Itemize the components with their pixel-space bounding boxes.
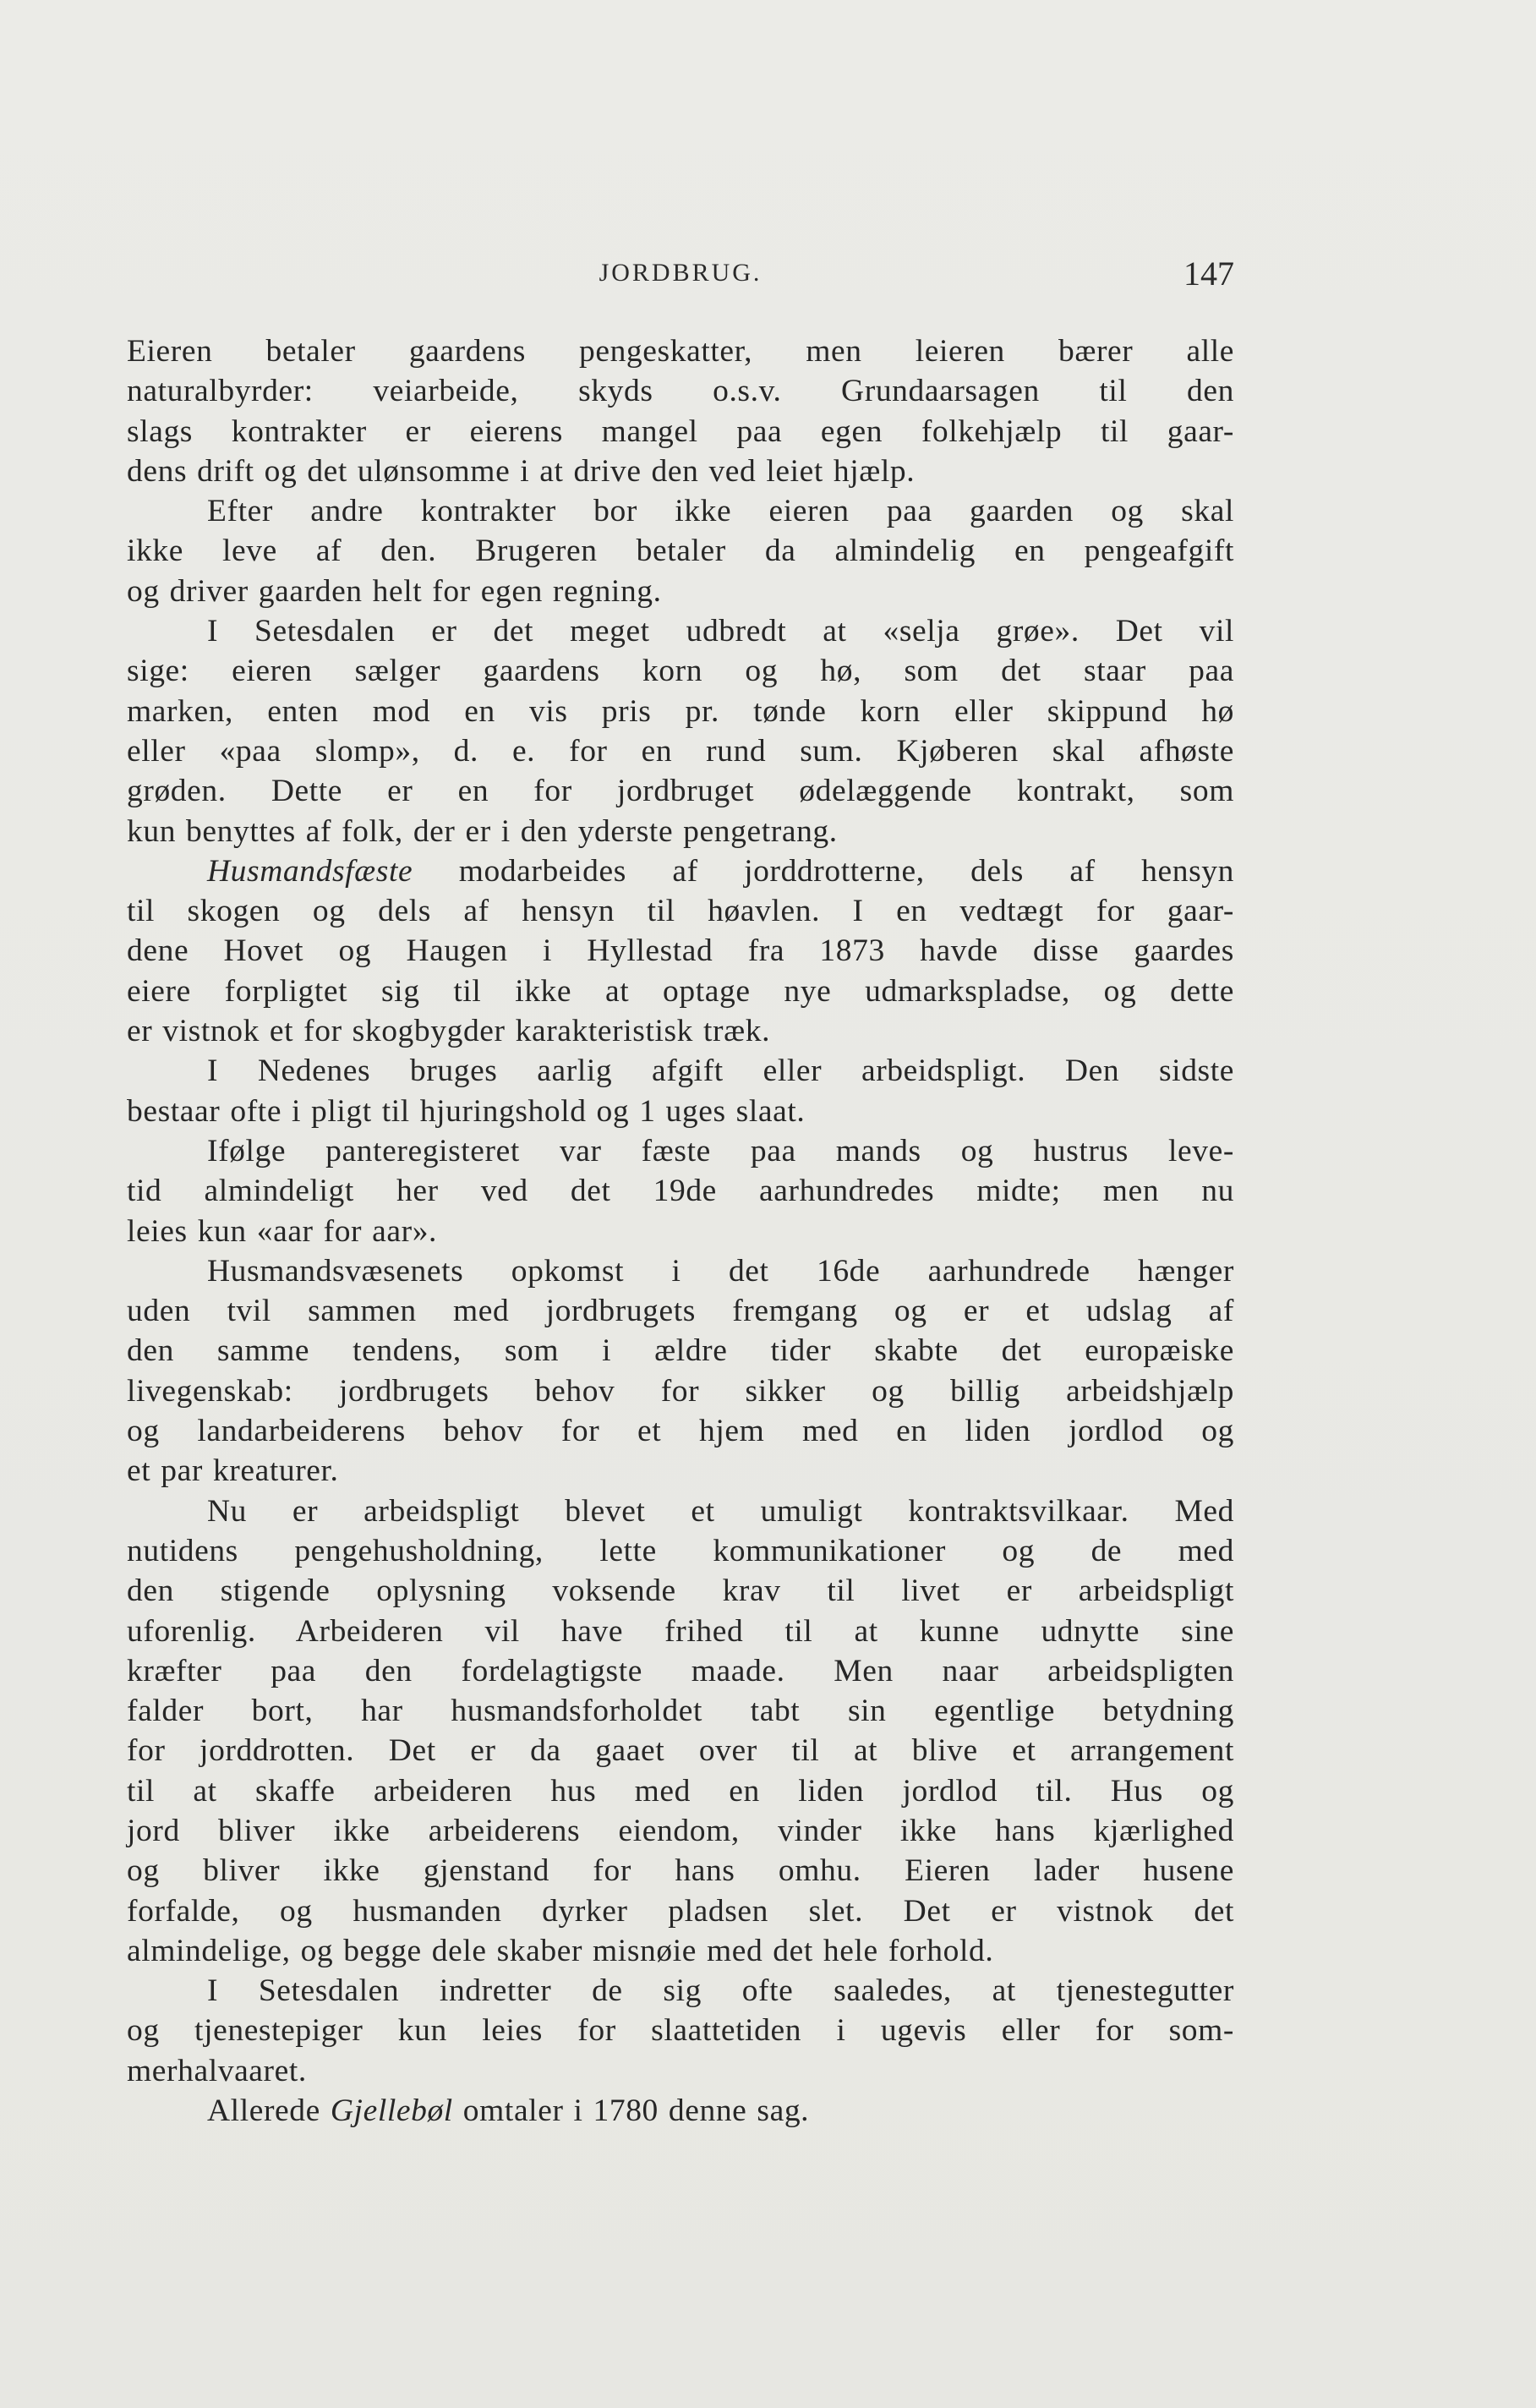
paragraph-2 bbox=[127, 491, 1234, 611]
line-text: omtaler i 1780 denne sag. bbox=[452, 2093, 810, 2129]
line-text: modarbeides af jorddrotterne, dels af hensyn bbox=[413, 853, 1234, 889]
running-head bbox=[127, 254, 1234, 304]
text-line: I Setesdalen indretter de sig ofte saaledes, at tjenestegutter bbox=[207, 1973, 1234, 2009]
text-line: et par kreaturer. bbox=[127, 1453, 339, 1489]
paragraph-7 bbox=[127, 1251, 1234, 1491]
text-line: bestaar ofte i pligt til hjuringshold og 1 uges slaat. bbox=[127, 1093, 806, 1129]
text-line: uden tvil sammen med jordbrugets fremgang og er et udslag af bbox=[127, 1294, 1234, 1329]
text-line: Nu er arbeidspligt blevet et umuligt kontraktsvilkaar. Med bbox=[207, 1493, 1234, 1529]
italic-term: Husmandsfæste bbox=[207, 853, 413, 889]
text-line: leies kun «aar for aar». bbox=[127, 1213, 438, 1249]
text-line: dene Hovet og Haugen i Hyllestad fra 1873 havde disse gaardes bbox=[127, 933, 1234, 969]
body-text bbox=[127, 331, 1234, 2131]
paragraph-6 bbox=[127, 1131, 1234, 1251]
paragraph-9 bbox=[127, 1971, 1234, 2091]
text-line: kun benyttes af folk, der er i den yderste pengetrang. bbox=[127, 813, 838, 849]
text-line: dens drift og det ulønsomme i at drive den ved leiet hjælp. bbox=[127, 453, 916, 489]
text-line: falder bort, har husmandsforholdet tabt sin egentlige betydning bbox=[127, 1694, 1234, 1729]
text-line: uforenlig. Arbeideren vil have frihed til at kunne udnytte sine bbox=[127, 1613, 1234, 1649]
text-line: slags kontrakter er eierens mangel paa egen folkehjælp til gaar- bbox=[127, 413, 1234, 449]
text-line: sige: eieren sælger gaardens korn og hø, som det staar paa bbox=[127, 654, 1234, 689]
text-line: og bliver ikke gjenstand for hans omhu. Eieren lader husene bbox=[127, 1853, 1234, 1889]
text-line: almindelige, og begge dele skaber misnøie med det hele forhold. bbox=[127, 1933, 994, 1968]
text-line: den samme tendens, som i ældre tider skabte det europæiske bbox=[127, 1333, 1234, 1369]
text-line bbox=[127, 2091, 1234, 2131]
text-line: Eieren betaler gaardens pengeskatter, men leieren bærer alle bbox=[127, 334, 1234, 369]
paragraph-4 bbox=[127, 851, 1234, 1051]
text-line: Efter andre kontrakter bor ikke eieren paa gaarden og skal bbox=[207, 494, 1234, 529]
text-line: merhalvaaret. bbox=[127, 2053, 307, 2088]
text-line: eller «paa slomp», d. e. for en rund sum. Kjøberen skal afhøste bbox=[127, 733, 1234, 769]
text-line: Husmandsvæsenets opkomst i det 16de aarhundrede hænger bbox=[207, 1253, 1234, 1289]
text-line: livegenskab: jordbrugets behov for sikker og billig arbeidshjælp bbox=[127, 1373, 1234, 1409]
text-line: og driver gaarden helt for egen regning. bbox=[127, 573, 662, 609]
paragraph-10 bbox=[127, 2091, 1234, 2131]
text-line: grøden. Dette er en for jordbruget ødelæggende kontrakt, som bbox=[127, 774, 1234, 809]
text-line: ikke leve af den. Brugeren betaler da almindelig en pengeafgift bbox=[127, 534, 1234, 569]
running-title: JORDBRUG. bbox=[599, 259, 763, 287]
text-line: I Setesdalen er det meget udbredt at «selja grøe». Det vil bbox=[207, 614, 1234, 649]
paragraph-3 bbox=[127, 611, 1234, 851]
text-line: Ifølge panteregisteret var fæste paa mands og hustrus leve- bbox=[207, 1133, 1234, 1168]
paragraph-5 bbox=[127, 1051, 1234, 1131]
page-number: 147 bbox=[1183, 254, 1234, 293]
text-line bbox=[127, 851, 1234, 891]
text-line: og tjenestepiger kun leies for slaattetiden i ugevis eller for som- bbox=[127, 2013, 1234, 2049]
text-line: den stigende oplysning voksende krav til livet er arbeidspligt bbox=[127, 1573, 1234, 1609]
text-line: til skogen og dels af hensyn til høavlen. I en vedtægt for gaar- bbox=[127, 894, 1234, 929]
text-line: til at skaffe arbeideren hus med en liden jordlod til. Hus og bbox=[127, 1773, 1234, 1809]
italic-name: Gjellebøl bbox=[330, 2093, 453, 2129]
text-line: for jorddrotten. Det er da gaaet over til at blive et arrangement bbox=[127, 1733, 1234, 1769]
text-line: nutidens pengehusholdning, lette kommunikationer og de med bbox=[127, 1533, 1234, 1568]
line-text: Allerede bbox=[207, 2093, 331, 2129]
text-line: naturalbyrder: veiarbeide, skyds o.s.v. Grundaarsagen til den bbox=[127, 374, 1234, 409]
paragraph-8 bbox=[127, 1491, 1234, 1972]
text-line: forfalde, og husmanden dyrker pladsen slet. Det er vistnok det bbox=[127, 1893, 1234, 1929]
paragraph-1 bbox=[127, 331, 1234, 491]
text-line: kræfter paa den fordelagtigste maade. Men naar arbeidspligten bbox=[127, 1653, 1234, 1688]
text-line: er vistnok et for skogbygder karakteristisk træk. bbox=[127, 1014, 771, 1049]
text-line: I Nedenes bruges aarlig afgift eller arbeidspligt. Den sidste bbox=[207, 1054, 1234, 1089]
text-line: jord bliver ikke arbeiderens eiendom, vinder ikke hans kjærlighed bbox=[127, 1813, 1234, 1848]
text-line: tid almindeligt her ved det 19de aarhundredes midte; men nu bbox=[127, 1174, 1234, 1209]
text-line: og landarbeiderens behov for et hjem med en liden jordlod og bbox=[127, 1414, 1234, 1449]
text-line: eiere forpligtet sig til ikke at optage nye udmarkspladse, og dette bbox=[127, 973, 1234, 1009]
text-line: marken, enten mod en vis pris pr. tønde korn eller skippund hø bbox=[127, 693, 1234, 729]
